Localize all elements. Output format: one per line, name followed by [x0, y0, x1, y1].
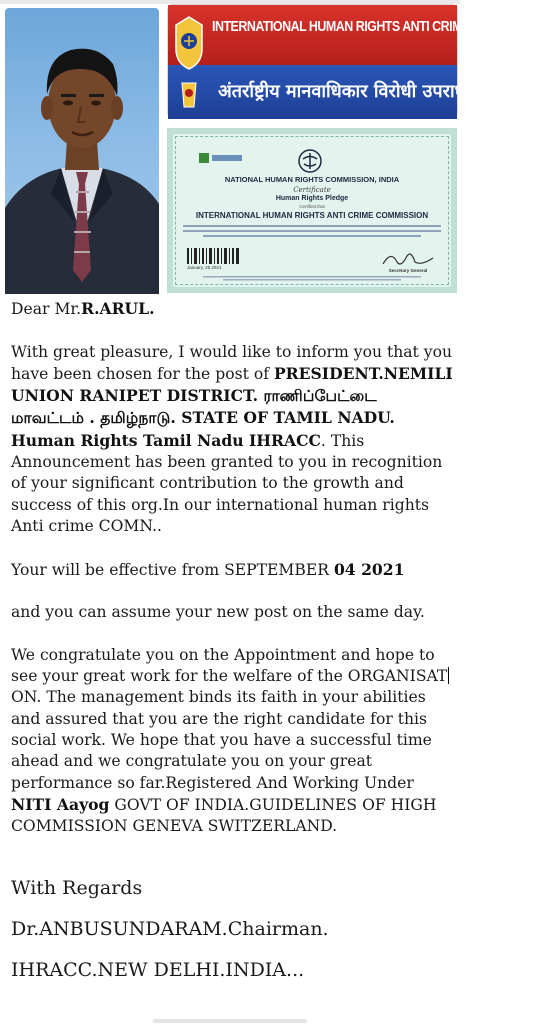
portrait-photo — [5, 8, 159, 294]
nhrc-emblem-icon — [297, 148, 323, 174]
appointment-recognition: . This Announcement has been granted to you in recognition of your significant contribution to the growth and success of this org.In our international human rights Anti crime COMN.. — [11, 431, 443, 535]
salutation-prefix: Dear Mr. — [11, 300, 82, 318]
letter-body — [11, 298, 455, 837]
congratulation-paragraph — [11, 645, 455, 838]
appointment-intro: With great pleasure, I would like to inform you that you have been chosen for the post of — [11, 342, 453, 383]
recipient-name: R.ARUL. — [81, 299, 155, 318]
text-cursor — [448, 667, 449, 684]
congratulation-start: We congratulate you on the Appointment and hope to see your great work for the welfare of the ORGANISAT — [11, 645, 448, 686]
commission-banner — [167, 4, 549, 118]
chairman-line: Dr.ANBUSUNDARAM.Chairman. — [11, 918, 329, 940]
effective-date-text: Your will be effective from SEPTEMBER — [11, 560, 334, 579]
barcode-icon — [187, 248, 239, 264]
certificate-subtitle: Certified that — [299, 204, 325, 209]
certificate-org: NATIONAL HUMAN RIGHTS COMMISSION, INDIA — [224, 175, 400, 184]
certificate-title: Human Rights Pledge — [275, 195, 349, 202]
effective-date-value: 04 2021 — [333, 559, 405, 579]
banner-top-band — [168, 5, 549, 65]
certificate-date: January, 25 2021 — [187, 265, 222, 270]
scroll-handle[interactable] — [153, 1019, 307, 1023]
certificate-body-lines — [183, 224, 441, 242]
closing-block — [11, 868, 451, 991]
certificate-signatory: Secretary General — [388, 268, 428, 273]
effective-date-paragraph — [11, 559, 455, 581]
assume-post-paragraph: and you can assume your new post on the same day. — [11, 603, 425, 622]
organisation-line: IHRACC.NEW DELHI.INDIA... — [11, 959, 305, 981]
certificate-script: Certificate — [293, 186, 331, 194]
appointment-paragraph — [11, 342, 455, 538]
banner-title-english: INTERNATIONAL HUMAN RIGHTS ANTI CRIME COMMISSION — [212, 19, 549, 35]
regards-line: With Regards — [11, 877, 143, 899]
certificate-footer-lines — [183, 275, 441, 281]
partner-logos-icon — [199, 152, 243, 164]
appointment-post: PRESIDENT.NEMILI UNION RANIPET DISTRICT. ராணிப்பேட்டை மாவட்டம் . தமிழ்நாடு. STATE OF TAMIL NADU. Human Rights Tamil Nadu IHRACC — [11, 363, 453, 450]
banner-title-hindi: अंतर्राष्ट्रीय मानवाधिकार विरोधी उपराध आयोग — [218, 81, 516, 102]
signature-icon — [379, 248, 437, 270]
salutation — [11, 298, 455, 320]
pledge-certificate — [167, 128, 457, 293]
police-emblem-icon — [172, 11, 206, 115]
congratulation-end: GOVT OF INDIA.GUIDELINES OF HIGH COMMISSION GENEVA SWITZERLAND. — [11, 795, 437, 836]
niti-aayog: NITI Aayog — [11, 794, 110, 814]
certificate-commission: INTERNATIONAL HUMAN RIGHTS ANTI CRIME COMMISSION — [195, 211, 429, 220]
congratulation-middle: ON. The management binds its faith in your abilities and assured that you are the right candidate for this social work. We hope that you have a successful time ahead and we congratulate you on your great performance so far.Registered And Working Under — [11, 688, 432, 792]
